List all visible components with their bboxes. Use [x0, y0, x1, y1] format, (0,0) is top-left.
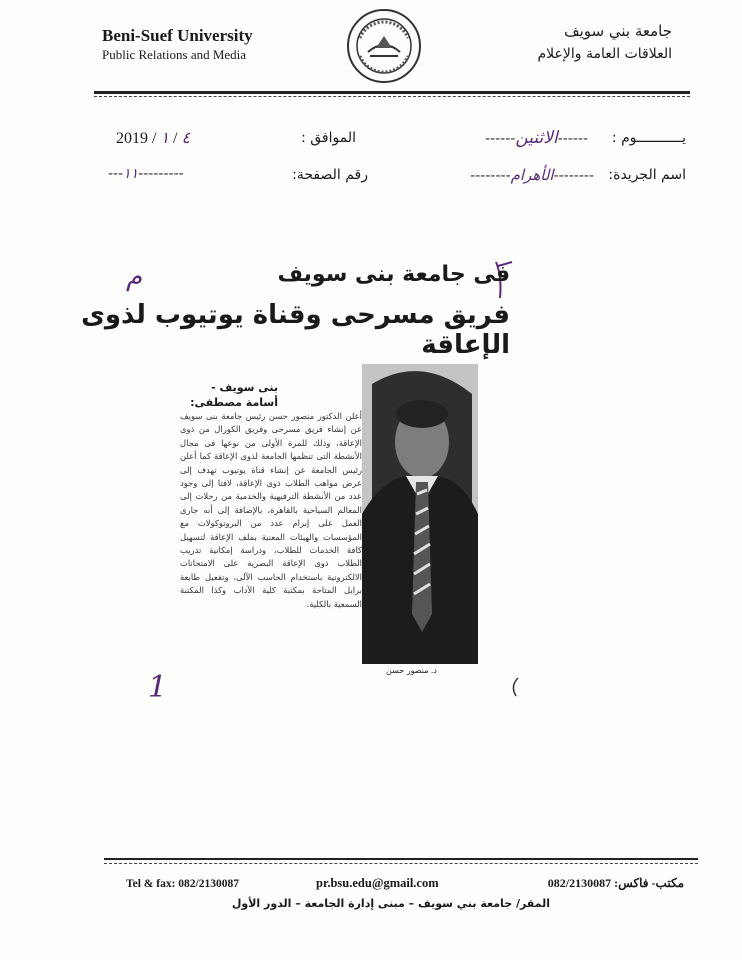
date-label: الموافق :	[301, 130, 356, 146]
article-body: أعلن الدكتور منصور حسن رئيس جامعة بنى سويف عن إنشاء فريق مسرحى وفريق الكورال من ذوى الإعاقة، وذلك للمرة الأولى من نوعها فى مجال الأنشطة التى تنظمها الجامعة لذوى الإعاقة كما أعلن رئيس الجامعة عن إنشاء قناة يوتيوب تهدف إلى عرض مواهب الطلاب ذوى الإعاقة، لافتا إلى وجود عدد من الأنشطة الترفيهية والخدمية من رحلات إلى المعالم السياحية بالقاهرة، بالإضافة إلى أنه جارى العمل على إبرام عدد من البروتوكولات مع المؤسسات والهيئات المعنية بملف الإعاقة لتسهيل كافة الخدمات للطلاب، ودراسة إمكانية تدريب الطلاب ذوى الإعاقة البصرية على الامتحانات الالكترونية باستخدام الحاسب الآلى، وتفعيل طابعة برايل المتاحة بمكتبة كلية الآداب وكذا المكتبة السمعية بالكلية.	[180, 411, 362, 609]
byline-city: بنى سويف -	[211, 381, 278, 394]
article-kicker: فى جامعة بنى سويف	[277, 262, 510, 287]
article-headline: فريق مسرحى وقناة يوتيوب لذوى الإعاقة	[81, 300, 510, 360]
day-value: الاثنين	[515, 128, 558, 148]
newspaper-value: الأهرام	[510, 166, 554, 184]
footer-divider	[104, 858, 698, 860]
handwritten-mark: م	[126, 262, 143, 292]
day-label: يـــــــــــوم :	[611, 130, 686, 146]
page-label: رقم الصفحة:	[292, 167, 368, 183]
footer-email[interactable]: pr.bsu.edu@gmail.com	[316, 876, 439, 890]
newspaper-label: اسم الجريدة:	[608, 167, 686, 183]
page-dashes: ---------١١---	[108, 166, 184, 182]
page-value: ١١	[123, 166, 139, 182]
university-seal-icon	[346, 8, 422, 84]
footer-office-fax: مكتب- فاكس: 082/2130087	[547, 876, 684, 890]
handwritten-number: 1	[148, 670, 168, 705]
person-icon	[362, 364, 478, 664]
header-divider	[94, 91, 690, 94]
date-value: 2019 / ٤ / ١	[116, 128, 191, 147]
header-divider-dashed	[94, 96, 690, 97]
footer-divider-dashed	[104, 863, 698, 864]
photo-caption: د. منصور حسن	[386, 666, 437, 675]
byline-author: أسامة مصطفى:	[190, 396, 278, 409]
footer-address: المقر/ جامعة بني سويف – مبنى إدارة الجامعة – الدور الأول	[231, 897, 550, 910]
portrait-photo	[362, 364, 478, 664]
department-name-ar: العلاقات العامة والإعلام	[537, 46, 672, 62]
university-name-ar: جامعة بني سويف	[564, 22, 672, 40]
department-name-en: Public Relations and Media	[102, 47, 247, 62]
newspaper-dashes: --------الأهرام--------	[470, 166, 594, 184]
handwritten-tick-icon	[508, 676, 522, 698]
footer-tel-fax: Tel & fax: 082/2130087	[126, 878, 239, 890]
day-dashes: ------الاثنين------	[485, 128, 588, 148]
university-name-en: Beni-Suef University	[102, 26, 253, 45]
